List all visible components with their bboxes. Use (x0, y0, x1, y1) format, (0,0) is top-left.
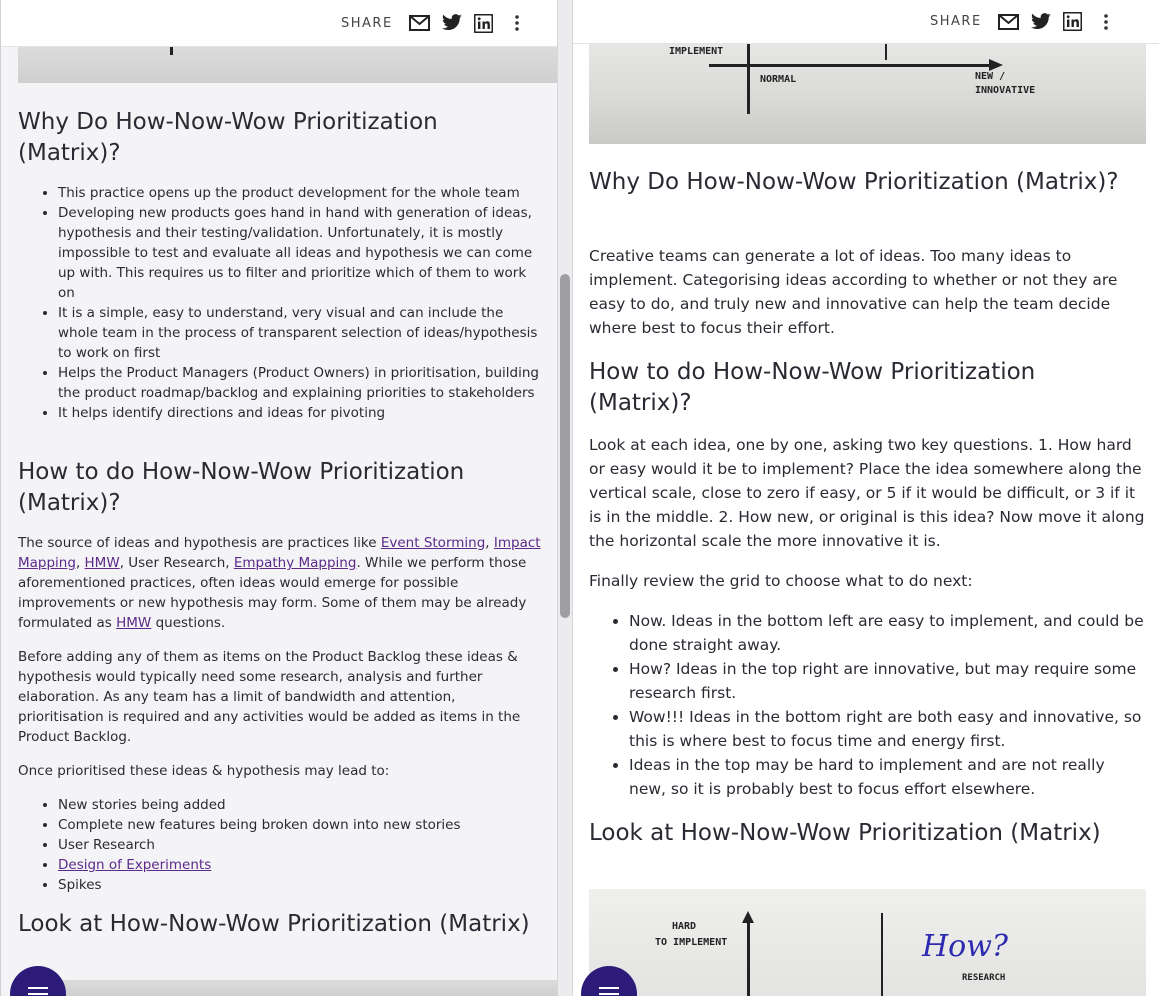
list-item: • Ideas in the top may be hard to implement and are not really new, so it is probably best to focus effort elsewhere. (629, 753, 1145, 801)
sketch-label-how: How? (922, 929, 1008, 964)
design-of-experiments-link[interactable]: Design of Experiments (58, 857, 212, 873)
article-image-top (18, 47, 557, 83)
more-vert-icon[interactable] (508, 0, 526, 46)
backlog-paragraph: Before adding any of them as items on the Product Backlog these ideas & hypothesis would typically need some research, analysis and further elaboration. As any team has a limit of bandwidth and attention, prioritisation is required and any activities would be added as items in the Product Backlog. (18, 649, 521, 745)
why-bullet-list (18, 183, 543, 423)
sketch-label-normal: NORMAL (760, 74, 797, 85)
how-heading: How to do How-Now-Wow Prioritization (Matrix)? (18, 459, 465, 516)
list-item: • It is a simple, easy to understand, very visual and can include the whole team in the process of transparent selection of ideas/hypothesis to work on first (58, 303, 543, 363)
left-article-pane (0, 0, 557, 996)
impact-mapping-link[interactable]: Impact Mapping (18, 535, 541, 571)
source-paragraph (18, 533, 543, 633)
left-scrollbar-thumb[interactable] (560, 274, 570, 618)
grid-list (589, 609, 1145, 801)
sketch-label-new-innovative: NEW / INNOVATIVE (975, 71, 1036, 96)
text-span: . While we perform those aforementioned practices, often ideas would emerge for possible improvements or new hypothesis may form. Some of them may be already formulated as (18, 555, 527, 631)
more-vert-icon[interactable] (1097, 0, 1115, 43)
why-heading: Why Do How-Now-Wow Prioritization (Matrix)? (18, 109, 438, 166)
once-paragraph: Once prioritised these ideas & hypothesis may lead to: (18, 763, 390, 779)
share-label: SHARE (341, 15, 393, 31)
text-span: questions. (151, 615, 226, 631)
menu-fab-button[interactable] (10, 966, 66, 996)
matrix-sketch-top (589, 44, 1146, 144)
final-paragraph: Finally review the grid to choose what to do next: (589, 572, 973, 590)
email-icon[interactable] (998, 11, 1020, 33)
list-item: • User Research (58, 835, 543, 855)
menu-icon (599, 987, 619, 996)
menu-icon (28, 987, 48, 996)
linkedin-icon[interactable] (1062, 11, 1084, 33)
list-item: • Developing new products goes hand in hand with generation of ideas, hypothesis and their testing/validation. Unfortunately, it is mostly impossible to test and evaluate all ideas and hypothesis we can come up with. This requires us to filter and prioritize which of them to work on (58, 203, 543, 303)
left-top-bar (1, 0, 557, 47)
text-span: , User Research, (119, 555, 234, 571)
sketch-label-implement: IMPLEMENT (669, 46, 724, 57)
share-group (930, 0, 1084, 43)
right-top-bar (573, 0, 1159, 44)
look-heading: Look at How-Now-Wow Prioritization (Matrix) (589, 820, 1101, 846)
hmw-link[interactable]: HMW (84, 555, 120, 571)
list-item: • Complete new features being broken down into new stories (58, 815, 543, 835)
list-item: • This practice opens up the product development for the whole team (58, 183, 543, 203)
twitter-icon[interactable] (1030, 11, 1052, 33)
list-item: • New stories being added (58, 795, 543, 815)
list-item: • Wow!!! Ideas in the bottom right are both easy and innovative, so this is where best to focus time and energy first. (629, 705, 1145, 753)
lead-list (18, 795, 543, 895)
matrix-sketch-bottom (589, 889, 1146, 996)
list-item (58, 855, 543, 875)
linkedin-icon[interactable] (473, 12, 495, 34)
share-group (341, 0, 495, 46)
twitter-icon[interactable] (441, 12, 463, 34)
list-item: • Helps the Product Managers (Product Owners) in prioritisation, building the product roadmap/backlog and explaining priorities to stakeholders (58, 363, 543, 403)
right-article-pane (573, 0, 1159, 996)
event-storming-link[interactable]: Event Storming (380, 535, 486, 551)
list-item: • Spikes (58, 875, 543, 895)
hmw-link-2[interactable]: HMW (116, 615, 152, 631)
empathy-mapping-link[interactable]: Empathy Mapping (233, 555, 357, 571)
why-paragraph: Creative teams can generate a lot of ideas. Too many ideas to implement. Categorising ideas according to whether or not they are easy to do, and truly new and innovative can help the team decide where best to focus their effort. (589, 247, 1118, 337)
sketch-label-research: RESEARCH (962, 973, 1006, 983)
sketch-label-to-implement: TO IMPLEMENT (655, 937, 728, 948)
list-item: • How? Ideas in the top right are innovative, but may require some research first. (629, 657, 1145, 705)
list-item: • Now. Ideas in the bottom left are easy to implement, and could be done straight away. (629, 609, 1145, 657)
how-heading: How to do How-Now-Wow Prioritization (Matrix)? (589, 359, 1036, 416)
list-item: • It helps identify directions and ideas for pivoting (58, 403, 543, 423)
text-span: The source of ideas and hypothesis are practices like (18, 535, 381, 551)
how-paragraph: Look at each idea, one by one, asking two key questions. 1. How hard or easy would it be to implement? Place the idea somewhere along the vertical scale, close to zero if easy, or 5 if it would be difficult, or 3 if it is in the middle. 2. How new, or original is this idea? Now move it along the horizontal scale the more innovative it is. (589, 436, 1145, 550)
look-heading: Look at How-Now-Wow Prioritization (Matrix) (18, 911, 530, 937)
text-span: , (75, 555, 85, 571)
article-image-bottom (18, 980, 557, 996)
sketch-label-hard: HARD (672, 921, 697, 932)
share-label: SHARE (930, 14, 982, 29)
email-icon[interactable] (409, 12, 431, 34)
why-heading: Why Do How-Now-Wow Prioritization (Matrix)? (589, 169, 1119, 195)
text-span: , (485, 535, 494, 551)
